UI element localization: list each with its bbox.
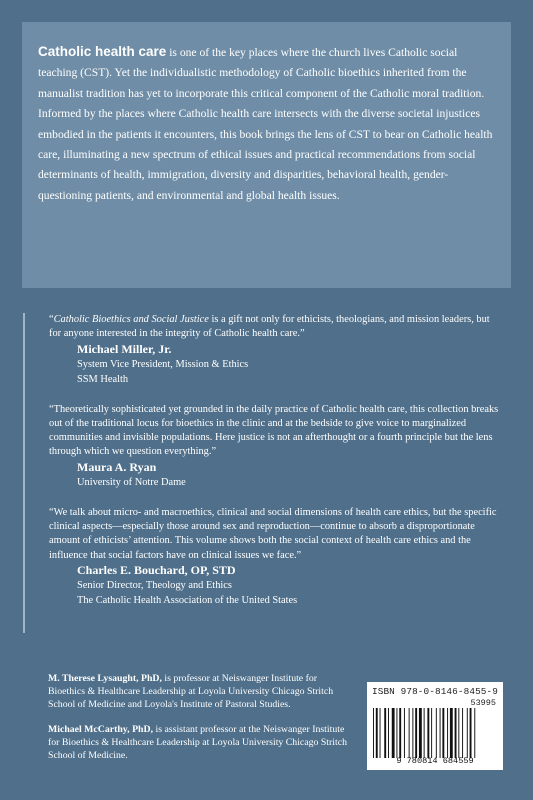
editor-name: Michael McCarthy, PhD, (48, 724, 154, 735)
endorsement-2 (49, 403, 503, 490)
editor-bio-text: is assistant professor at the Neiswanger Institute for Bioethics & Healthcare Leadership at Loyola University Chicago Stritch School of Medicine. (48, 724, 347, 761)
barcode-bars (371, 708, 499, 758)
barcode-bar (388, 708, 389, 758)
endorsement-text (49, 313, 503, 342)
endorser-affiliation: University of Notre Dame (77, 476, 186, 488)
isbn-barcode (367, 682, 503, 770)
editor-bio-2 (48, 723, 348, 762)
endorser-role: System Vice President, Mission & Ethics (77, 358, 249, 370)
quote-body: is a gift not only for ethicists, theologians, and mission leaders, but for anyone interested in the integrity of Catholic health care.” (49, 314, 490, 340)
barcode-bar (436, 708, 437, 758)
barcode-bar (396, 708, 397, 758)
endorsement-3 (49, 506, 503, 608)
editor-bio-1 (48, 672, 348, 711)
barcode-bar (470, 708, 472, 758)
barcode-bar (373, 708, 374, 758)
description-lead: Catholic health care (38, 44, 167, 59)
barcode-bar (404, 708, 405, 758)
editor-bios (48, 672, 348, 774)
barcode-bar (415, 708, 417, 758)
endorsement-1 (49, 313, 503, 387)
endorsement-text: “Theoretically sophisticated yet grounded in the daily practice of Catholic health care, this collection breaks out of the traditional locus for bioethics in the clinic and at the bedside to give voice to marginalized communities and invisible populations. Here justice is not an afterthought or a fourth principle but the lens through which we question everything.” (49, 403, 499, 458)
barcode-bar (384, 708, 386, 758)
book-title-italic: Catholic Bioethics and Social Justice (53, 314, 209, 325)
quote-open-mark: “ (49, 314, 54, 325)
barcode-bar (427, 708, 429, 758)
barcode-bar (392, 708, 395, 758)
barcode-bar (450, 708, 453, 758)
barcode-bar (467, 708, 468, 758)
barcode-bar (424, 708, 425, 758)
barcode-bar (412, 708, 413, 758)
endorser-name: Michael Miller, Jr. (77, 341, 172, 356)
endorser (49, 563, 503, 608)
barcode-digits: 9 780814 684559 (396, 756, 474, 766)
endorsements (23, 313, 503, 633)
barcode-bar (447, 708, 448, 758)
description-box (22, 22, 511, 288)
description-body: is one of the key places where the church lives Catholic social teaching (CST). Yet the individualistic methodology of Catholic bioethics inherited from the manualist tradition has yet to incorporate this critical component of the Catholic moral tradition. Informed by the places where Catholic health care intersects with the diverse societal injustices embodied in the patients it encounters, this book brings the lens of CST to bear on Catholic health care, illuminating a new spectrum of ethical issues and practical recommendations from social determinants of health, immigration, diversity and disparities, behavioral health, gender-questioning patients, and environmental and global health issues. (38, 46, 493, 202)
barcode-bar (376, 708, 378, 758)
barcode-bar (455, 708, 457, 758)
price-code: 53995 (470, 698, 496, 708)
barcode-bar (442, 708, 444, 758)
endorser (49, 460, 503, 490)
isbn-number: ISBN 978-0-8146-8455-9 (372, 686, 498, 697)
barcode-bar (399, 708, 401, 758)
barcode-bar (431, 708, 432, 758)
barcode-bar (419, 708, 422, 758)
barcode-bar (409, 708, 410, 758)
barcode-bar (380, 708, 381, 758)
barcode-bar (474, 708, 475, 758)
endorser-affiliation: The Catholic Health Association of the United States (77, 594, 298, 606)
endorsement-text: “We talk about micro- and macroethics, clinical and social dimensions of health care ethics, but the specific clinical aspects—especially those around sex and reproduction—continue to absorb a disproportionate amount of ethicists’ attention. This volume shows both the social context of health care ethics and the influence that social factors have on clinical issues we face.” (49, 506, 497, 561)
barcode-bar (462, 708, 463, 758)
endorser-name: Maura A. Ryan (77, 459, 157, 474)
endorser-role: Senior Director, Theology and Ethics (77, 579, 232, 591)
endorser (49, 342, 503, 387)
barcode-bar (440, 708, 441, 758)
endorser-affiliation: SSM Health (77, 373, 129, 385)
endorser-name: Charles E. Bouchard, OP, STD (77, 562, 236, 577)
barcode-bar (458, 708, 459, 758)
editor-name: M. Therese Lysaught, PhD, (48, 673, 162, 684)
editor-bio-text: is professor at Neiswanger Institute for Bioethics & Healthcare Leadership at Loyola University Chicago Stritch School of Medicine and Loyola's Institute of Pastoral Studies. (48, 673, 334, 710)
